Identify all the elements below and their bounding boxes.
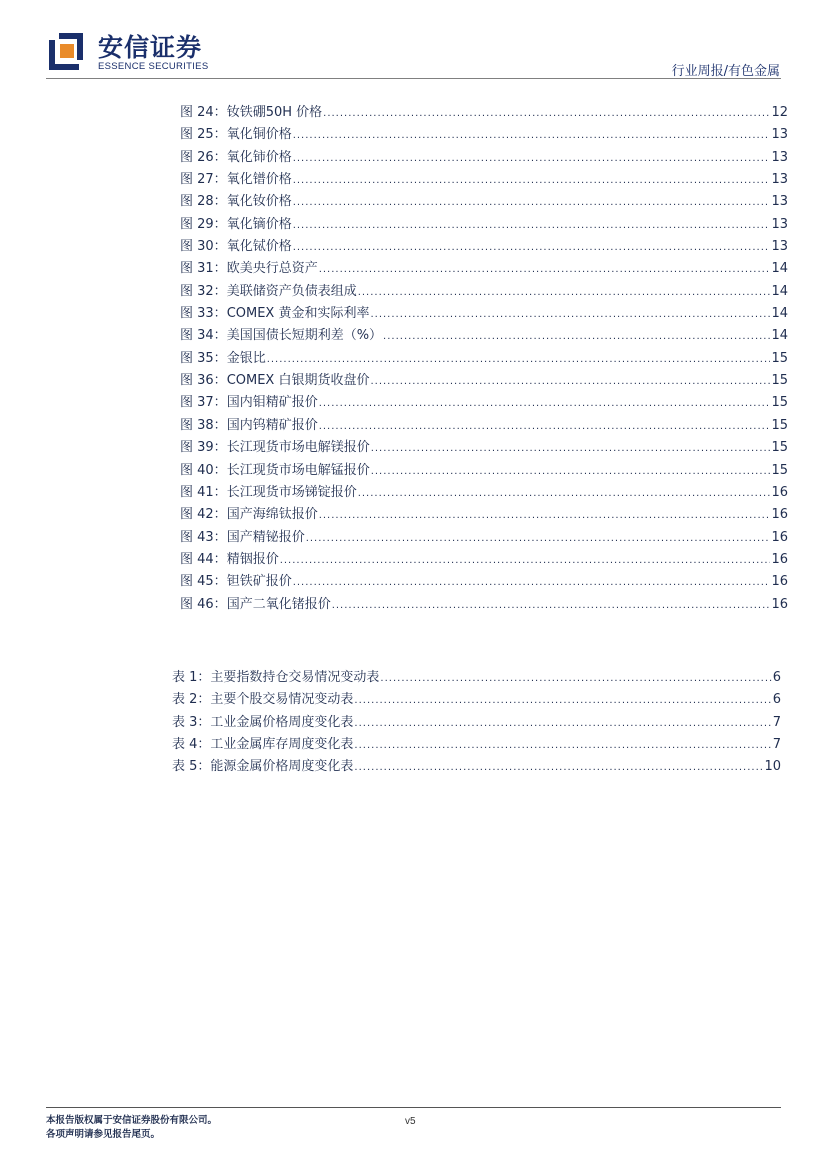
table-entry-leader-dots <box>354 735 771 757</box>
figure-entry-leader-dots <box>319 505 771 527</box>
figure-entry[interactable] <box>180 460 788 482</box>
figure-entry-title: 精铟报价 <box>226 551 279 567</box>
figure-entry-label: 图 34： <box>180 328 227 344</box>
figure-entry-page-number: 16 <box>771 507 788 523</box>
figure-entry-page-number: 13 <box>771 239 788 255</box>
figure-entry-label: 图 37： <box>180 395 227 411</box>
table-entry-label: 表 2： <box>172 692 211 708</box>
figure-entry[interactable] <box>180 191 788 213</box>
copyright-line: 本报告版权属于安信证券股份有限公司。 <box>46 1115 218 1126</box>
figure-entry-title: COMEX 白银期货收盘价 <box>226 373 370 389</box>
figure-entry-leader-dots <box>293 170 771 192</box>
figure-entry-label: 图 32： <box>180 283 227 299</box>
figure-entry[interactable] <box>180 527 788 549</box>
figure-entry-label: 图 33： <box>180 306 227 322</box>
figure-entry-label: 图 38： <box>180 417 227 433</box>
figure-entry-leader-dots <box>332 595 771 617</box>
figure-entry-title: 氧化镨价格 <box>226 172 292 188</box>
figure-entry[interactable] <box>180 482 788 504</box>
figure-entry[interactable] <box>180 415 788 437</box>
figure-entry-label: 图 43： <box>180 529 227 545</box>
figure-entry-title: 国产精铋报价 <box>226 529 305 545</box>
figure-entry[interactable] <box>180 549 788 571</box>
table-entry-leader-dots <box>354 713 771 735</box>
figure-entry[interactable] <box>180 147 788 169</box>
figure-entry[interactable] <box>180 594 788 616</box>
table-list <box>172 667 781 779</box>
figure-entry-page-number: 13 <box>771 194 788 210</box>
disclaimer-line: 各项声明请参见报告尾页。 <box>46 1129 161 1140</box>
figure-entry-label: 图 30： <box>180 239 227 255</box>
figure-entry-label: 图 31： <box>180 261 227 277</box>
figure-entry-leader-dots <box>371 438 771 460</box>
figure-entry-label: 图 25： <box>180 127 227 143</box>
figure-entry-leader-dots <box>280 550 771 572</box>
figure-entry-title: 金银比 <box>226 350 266 366</box>
table-entry-leader-dots <box>354 690 771 712</box>
figure-entry-leader-dots <box>383 326 770 348</box>
figure-entry-title: 氧化铜价格 <box>226 127 292 143</box>
figure-entry[interactable] <box>180 124 788 146</box>
figure-entry-leader-dots <box>323 103 770 125</box>
figure-entry-page-number: 13 <box>771 149 788 165</box>
table-entry-title: 能源金属价格周度变化表 <box>210 759 354 775</box>
figure-entry-page-number: 14 <box>771 283 788 299</box>
figure-entry-title: 氧化钕价格 <box>226 194 292 210</box>
figure-entry[interactable] <box>180 504 788 526</box>
figure-entry-leader-dots <box>293 148 771 170</box>
table-entry-page-number: 10 <box>764 759 781 775</box>
table-entry-page-number: 7 <box>772 714 781 730</box>
figure-entry[interactable] <box>180 236 788 258</box>
table-entry-title: 工业金属库存周度变化表 <box>210 737 354 753</box>
figure-entry-title: 国内钨精矿报价 <box>226 417 318 433</box>
figure-entry-page-number: 14 <box>771 261 788 277</box>
figure-entry-page-number: 12 <box>771 105 788 120</box>
table-entry[interactable] <box>172 712 781 734</box>
table-entry-title: 主要指数持仓交易情况变动表 <box>210 670 380 685</box>
figure-entry[interactable] <box>180 370 788 392</box>
figure-entry-leader-dots <box>358 282 771 304</box>
figure-entry-label: 图 35： <box>180 350 227 366</box>
table-entry[interactable] <box>172 756 781 778</box>
footer-divider <box>46 1107 781 1108</box>
figure-list <box>180 102 788 616</box>
figure-entry-title: 氧化铈价格 <box>226 149 292 165</box>
figure-entry-leader-dots <box>319 393 771 415</box>
figure-entry[interactable] <box>180 325 788 347</box>
figure-entry-label: 图 46： <box>180 596 227 612</box>
report-section-label: 行业周报/有色金属 <box>671 64 780 79</box>
figure-entry-title: 氧化铽价格 <box>226 239 292 255</box>
figure-entry-label: 图 24： <box>180 105 227 120</box>
figure-entry-page-number: 14 <box>771 306 788 322</box>
figure-entry-page-number: 16 <box>771 551 788 567</box>
page-header <box>0 0 827 80</box>
figure-entry-label: 图 42： <box>180 507 227 523</box>
figure-entry-leader-dots <box>293 215 771 237</box>
figure-entry-label: 图 45： <box>180 574 227 590</box>
figure-entry-page-number: 16 <box>771 596 788 612</box>
figure-entry-title: 长江现货市场电解锰报价 <box>226 462 370 478</box>
table-entry-label: 表 4： <box>172 737 211 753</box>
figure-entry-leader-dots <box>370 304 770 326</box>
brand-name-en: ESSENCE SECURITIES <box>98 61 209 72</box>
figure-entry[interactable] <box>180 169 788 191</box>
table-entry-page-number: 6 <box>772 670 781 685</box>
figure-entry-leader-dots <box>293 192 771 214</box>
figure-entry[interactable] <box>180 348 788 370</box>
figure-entry-leader-dots <box>267 349 771 371</box>
figure-entry[interactable] <box>180 392 788 414</box>
figure-entry-label: 图 26： <box>180 149 227 165</box>
figure-entry-page-number: 15 <box>771 440 788 456</box>
figure-entry-page-number: 16 <box>771 484 788 500</box>
figure-entry-label: 图 44： <box>180 551 227 567</box>
figure-entry-title: 长江现货市场电解镁报价 <box>226 440 370 456</box>
table-entry[interactable] <box>172 667 781 689</box>
figure-entry[interactable] <box>180 281 788 303</box>
figure-entry-label: 图 36： <box>180 373 227 389</box>
table-entry-label: 表 5： <box>172 759 211 775</box>
table-entry-page-number: 7 <box>772 737 781 753</box>
figure-entry-title: COMEX 黄金和实际利率 <box>226 306 370 322</box>
figure-entry-title: 长江现货市场锑锭报价 <box>226 484 357 500</box>
table-entry[interactable] <box>172 689 781 711</box>
figure-entry-page-number: 13 <box>771 216 788 232</box>
table-entry-page-number: 6 <box>772 692 781 708</box>
figure-entry-leader-dots <box>319 416 771 438</box>
figure-entry-leader-dots <box>293 237 771 259</box>
figure-entry-leader-dots <box>293 572 771 594</box>
figure-entry-page-number: 16 <box>771 529 788 545</box>
table-entry-title: 工业金属价格周度变化表 <box>210 714 354 730</box>
figure-entry-page-number: 13 <box>771 127 788 143</box>
figure-entry-page-number: 15 <box>771 350 788 366</box>
figure-entry-leader-dots <box>358 483 771 505</box>
essence-logo-icon <box>46 30 86 70</box>
figure-entry[interactable] <box>180 258 788 280</box>
table-entry-leader-dots <box>354 757 763 779</box>
figure-entry-page-number: 13 <box>771 172 788 188</box>
figure-entry-page-number: 15 <box>771 462 788 478</box>
figure-entry-page-number: 15 <box>771 373 788 389</box>
figure-entry-leader-dots <box>371 461 771 483</box>
figure-entry-leader-dots <box>306 528 771 550</box>
figure-entry[interactable] <box>180 571 788 593</box>
figure-entry-label: 图 40： <box>180 462 227 478</box>
figure-entry-label: 图 27： <box>180 172 227 188</box>
table-entry-label: 表 3： <box>172 714 211 730</box>
figure-entry-leader-dots <box>370 371 770 393</box>
table-entry-title: 主要个股交易情况变动表 <box>210 692 354 708</box>
figure-entry-title: 欧美央行总资产 <box>226 261 318 277</box>
figure-entry-label: 图 29： <box>180 216 227 232</box>
version-label: v5 <box>405 1116 416 1127</box>
header-divider <box>46 78 781 79</box>
figure-entry-page-number: 15 <box>771 395 788 411</box>
figure-entry[interactable] <box>180 102 788 124</box>
figure-entry-title: 钕铁硼50H 价格 <box>226 105 323 120</box>
figure-entry-leader-dots <box>319 259 771 281</box>
figure-entry-title: 国产海绵钛报价 <box>226 507 318 523</box>
copyright-notice <box>46 1114 217 1142</box>
figure-entry-title: 钽铁矿报价 <box>226 574 292 590</box>
figure-entry[interactable] <box>180 437 788 459</box>
figure-entry-page-number: 15 <box>771 417 788 433</box>
figure-entry-label: 图 28： <box>180 194 227 210</box>
brand-name-cn: 安信证券 <box>98 33 203 62</box>
table-entry-label: 表 1： <box>172 670 211 685</box>
figure-entry-page-number: 14 <box>771 328 788 344</box>
table-entry[interactable] <box>172 734 781 756</box>
figure-entry-title: 国内钼精矿报价 <box>226 395 318 411</box>
figure-entry[interactable] <box>180 303 788 325</box>
figure-entry-label: 图 39： <box>180 440 227 456</box>
figure-entry[interactable] <box>180 214 788 236</box>
figure-entry-label: 图 41： <box>180 484 227 500</box>
figure-entry-title: 氧化镝价格 <box>226 216 292 232</box>
table-entry-leader-dots <box>380 668 771 690</box>
figure-entry-title: 美国国债长短期利差（%） <box>226 328 383 344</box>
figure-entry-leader-dots <box>293 125 771 147</box>
figure-entry-page-number: 16 <box>771 574 788 590</box>
figure-entry-title: 美联储资产负债表组成 <box>226 283 357 299</box>
figure-entry-title: 国产二氧化锗报价 <box>226 596 331 612</box>
